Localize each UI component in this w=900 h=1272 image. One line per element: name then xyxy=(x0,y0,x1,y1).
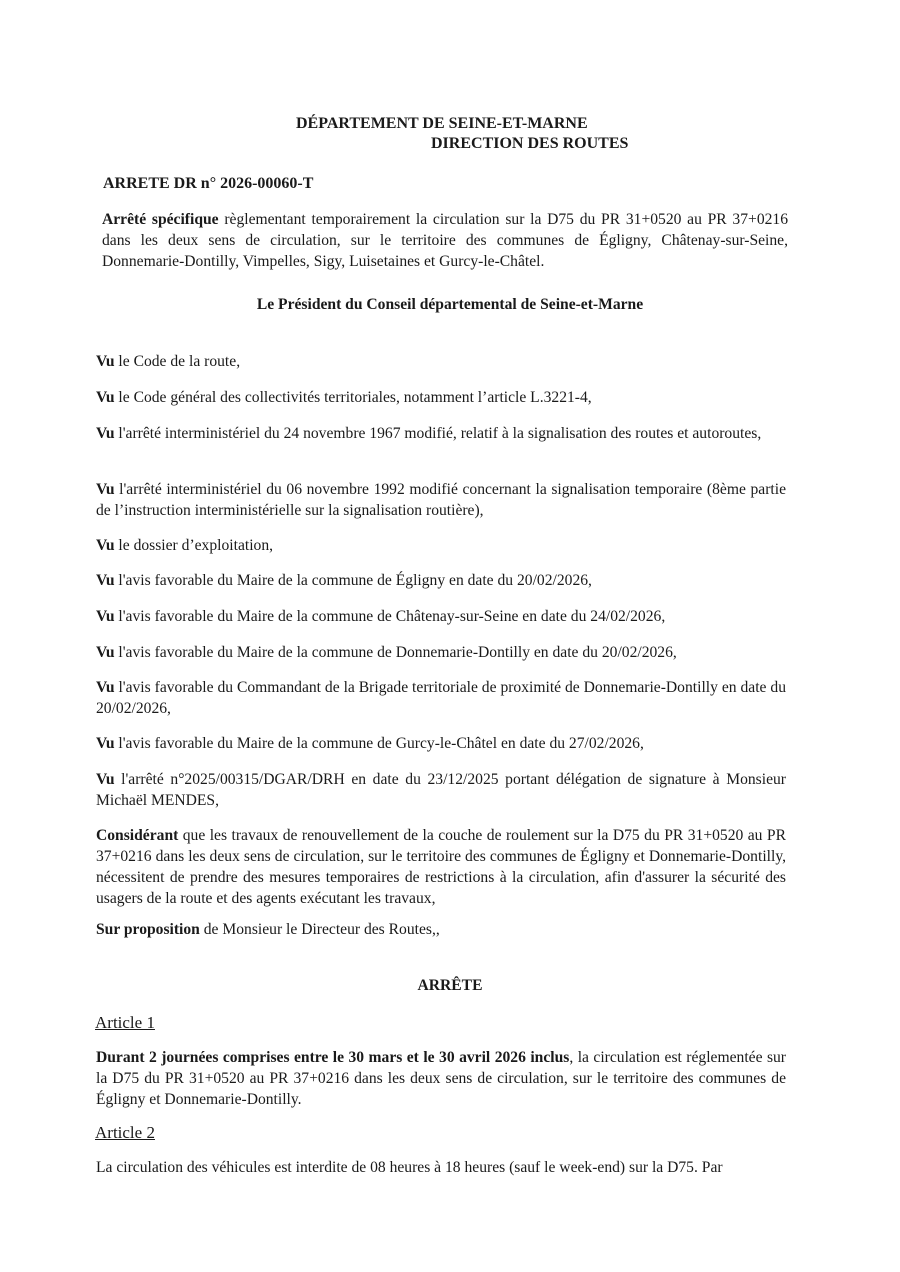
visa-paragraph xyxy=(96,677,786,719)
article-1-title: Article 1 xyxy=(95,1013,155,1032)
visa-lead: Vu xyxy=(96,771,115,788)
visa-text: le dossier d’exploitation, xyxy=(114,537,274,554)
visa-lead: Vu xyxy=(96,572,115,589)
visa-text: l'avis favorable du Maire de la commune de Égligny en date du 20/02/2026, xyxy=(114,572,592,589)
visa-paragraph xyxy=(96,535,786,556)
objet-lead: Arrêté spécifique xyxy=(102,211,219,228)
considerant-text: que les travaux de renouvellement de la couche de roulement sur la D75 du PR 31+0520 au PR 37+0216 dans les deux sens de circulation, sur le territoire des communes de Égligny et Donnemarie-Dontilly, nécessitent de prendre des mesures temporaires de restrictions à la circulation, afin d'assurer la sécurité des usagers de la route et des agents exécutant les travaux, xyxy=(96,827,786,907)
visa-lead: Vu xyxy=(96,644,115,661)
visa-text: l'avis favorable du Commandant de la Brigade territoriale de proximité de Donnemarie-Dontilly en date du 20/02/2026, xyxy=(96,679,786,717)
arrete-title: ARRÊTE xyxy=(417,977,483,994)
article-1-lead: Durant 2 journées comprises entre le 30 mars et le 30 avril 2026 inclus xyxy=(96,1049,570,1066)
direction-heading: DIRECTION DES ROUTES xyxy=(431,135,629,152)
visa-paragraph xyxy=(96,606,786,627)
visa-text: l'avis favorable du Maire de la commune de Gurcy-le-Châtel en date du 27/02/2026, xyxy=(114,735,644,752)
visa-lead: Vu xyxy=(96,735,115,752)
arrete-objet xyxy=(102,209,788,272)
considerant-lead: Considérant xyxy=(96,827,179,844)
article-2-body xyxy=(96,1157,786,1178)
visa-lead: Vu xyxy=(96,425,115,442)
proposition-lead: Sur proposition xyxy=(96,921,200,938)
visa-text: l'arrêté n°2025/00315/DGAR/DRH en date du 23/12/2025 portant délégation de signature à Monsieur Michaël MENDES, xyxy=(96,771,786,809)
visa-text: le Code de la route, xyxy=(114,353,241,370)
visa-text: l'arrêté interministériel du 06 novembre 1992 modifié concernant la signalisation temporaire (8ème partie de l’instruction interministérielle sur la signalisation routière), xyxy=(96,481,786,519)
visa-text: le Code général des collectivités territoriales, notamment l’article L.3221-4, xyxy=(114,389,592,406)
arrete-number: ARRETE DR n° 2026-00060-T xyxy=(103,175,314,192)
visa-paragraph xyxy=(96,769,786,811)
article-2-title: Article 2 xyxy=(95,1123,155,1142)
visa-paragraph xyxy=(96,642,786,663)
visa-paragraph xyxy=(96,733,786,754)
visa-paragraph xyxy=(96,387,786,408)
visa-lead: Vu xyxy=(96,608,115,625)
proposition-text: de Monsieur le Directeur des Routes,, xyxy=(199,921,440,938)
visa-lead: Vu xyxy=(96,389,115,406)
article-2-text: La circulation des véhicules est interdite de 08 heures à 18 heures (sauf le week-end) sur la D75. Par xyxy=(96,1159,723,1176)
objet-text: règlementant temporairement la circulation sur la D75 du PR 31+0520 au PR 37+0216 dans les deux sens de circulation, sur le territoire des communes de Égligny, Châtenay-sur-Seine, Donnemarie-Dontilly, Vimpelles, Sigy, Luisetaines et Gurcy-le-Châtel. xyxy=(102,211,789,270)
visa-paragraph xyxy=(96,423,786,444)
visa-lead: Vu xyxy=(96,537,115,554)
visa-lead: Vu xyxy=(96,679,115,696)
article-1-body xyxy=(96,1047,786,1110)
visa-text: l'avis favorable du Maire de la commune de Châtenay-sur-Seine en date du 24/02/2026, xyxy=(114,608,666,625)
article-1-text: , la circulation est réglementée sur la D75 du PR 31+0520 au PR 37+0216 dans les deux sens de circulation, sur le territoire des communes de Égligny et Donnemarie-Dontilly. xyxy=(96,1049,786,1108)
president-heading: Le Président du Conseil départemental de Seine-et-Marne xyxy=(256,296,644,313)
visa-text: l'avis favorable du Maire de la commune de Donnemarie-Dontilly en date du 20/02/2026, xyxy=(114,644,677,661)
visa-paragraph xyxy=(96,351,786,372)
considerant-paragraph xyxy=(96,825,786,909)
visa-lead: Vu xyxy=(96,481,115,498)
visa-paragraph xyxy=(96,479,786,521)
visa-text: l'arrêté interministériel du 24 novembre 1967 modifié, relatif à la signalisation des routes et autoroutes, xyxy=(114,425,762,442)
visa-lead: Vu xyxy=(96,353,115,370)
proposition-paragraph xyxy=(96,919,786,940)
visa-paragraph xyxy=(96,570,786,591)
department-heading: DÉPARTEMENT DE SEINE-ET-MARNE xyxy=(296,115,588,132)
